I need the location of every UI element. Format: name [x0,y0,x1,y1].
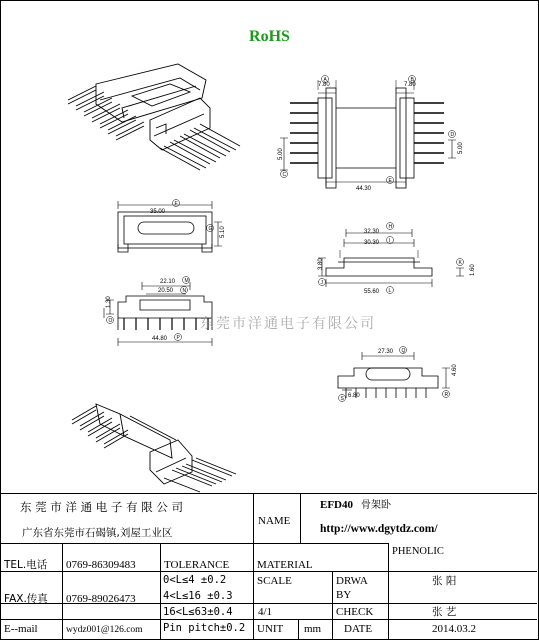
tolerance-row-2: 4<L≤16 ±0.3 [163,590,233,602]
part-description: 骨架卧 [361,500,391,511]
marker-k: K [458,260,462,266]
company-name: 东 莞 市 洋 通 电 子 有 限 公 司 [20,500,184,514]
fax-number: 0769-89026473 [66,593,136,605]
front-view [318,229,464,287]
dim-j: 3.80 [318,258,324,270]
company-address: 广东省东莞市石碣镇,刘屋工业区 [22,527,173,539]
drawn-by-label-1: DRWA [336,575,368,587]
dim-b: 7.80 [404,82,416,88]
unit-label: UNIT [257,623,284,635]
top-view [118,201,222,252]
drawn-by-value: 张 阳 [432,575,457,587]
tolerance-row-3: 16<L≤63±0.4 [163,606,233,618]
marker-o: O [108,318,113,324]
dim-q: 27.30 [378,349,394,355]
marker-p: P [176,335,180,341]
date-value: 2014.03.2 [432,623,476,635]
tel-label: TEL.电话 [4,559,48,571]
marker-j: J [320,280,323,286]
fax-label: FAX.传真 [4,593,48,605]
part-name: EFD40 [320,499,353,511]
dim-d: 5.00 [458,142,464,154]
marker-q: Q [401,348,406,354]
marker-m: M [184,278,189,284]
marker-a: A [323,77,327,83]
dim-h: 32.30 [364,229,380,235]
marker-h: H [388,224,393,230]
dim-r: 4.60 [452,364,458,376]
email-address[interactable]: wydz001@126.com [66,625,143,635]
unit-value: mm [304,623,322,635]
dim-i: 30.30 [364,240,380,246]
side-view [280,80,456,188]
technical-drawing [0,45,539,493]
scale-value: 4/1 [258,606,273,618]
dim-g: 5.10 [220,226,226,238]
marker-r: R [444,392,449,398]
rohs-label: RoHS [249,28,290,45]
dim-n: 20.50 [158,288,174,294]
marker-l: L [388,288,392,294]
marker-c: C [282,172,287,178]
isometric-view-bottom [72,404,236,492]
dim-l: 55.60 [364,289,380,295]
dim-k: 1.60 [470,264,476,276]
marker-n: N [182,288,187,294]
material-label: MATERIAL [257,559,313,571]
dim-e: 44.30 [356,186,372,192]
dim-o: 1.30 [106,296,112,308]
scale-label: SCALE [257,575,292,587]
isometric-view-top [68,64,240,170]
date-label: DATE [344,623,373,635]
dim-s: 6.80 [348,393,360,399]
dim-a: 7.80 [318,82,330,88]
marker-d: D [450,132,455,138]
tel-number: 0769-86309483 [66,559,136,571]
marker-s: S [340,396,344,402]
drawn-by-label-2: BY [336,589,352,601]
title-block [0,493,537,639]
email-label: E--mail [4,623,38,635]
dim-m: 22.10 [160,279,176,285]
marker-b: B [410,77,414,83]
tolerance-label: TOLERANCE [164,559,230,571]
watermark: 东莞市洋通电子有限公司 [200,316,376,332]
name-label: NAME [258,515,291,527]
end-view-right [338,352,450,398]
website-url[interactable]: http://www.dgytdz.com/ [320,523,438,535]
dim-c: 5.00 [278,148,284,160]
material-value: PHENOLIC [392,546,444,557]
marker-f: F [174,201,178,207]
dim-f: 35.00 [150,209,166,215]
tolerance-row-4: Pin pitch±0.2 [163,622,246,634]
dim-p: 44.80 [152,336,168,342]
checked-by-value: 张 艺 [432,606,457,618]
check-label: CHECK [336,606,374,618]
marker-e: E [388,178,392,184]
marker-i: I [388,238,390,244]
marker-g: G [208,226,213,232]
tolerance-row-1: 0<L≤4 ±0.2 [163,574,227,586]
